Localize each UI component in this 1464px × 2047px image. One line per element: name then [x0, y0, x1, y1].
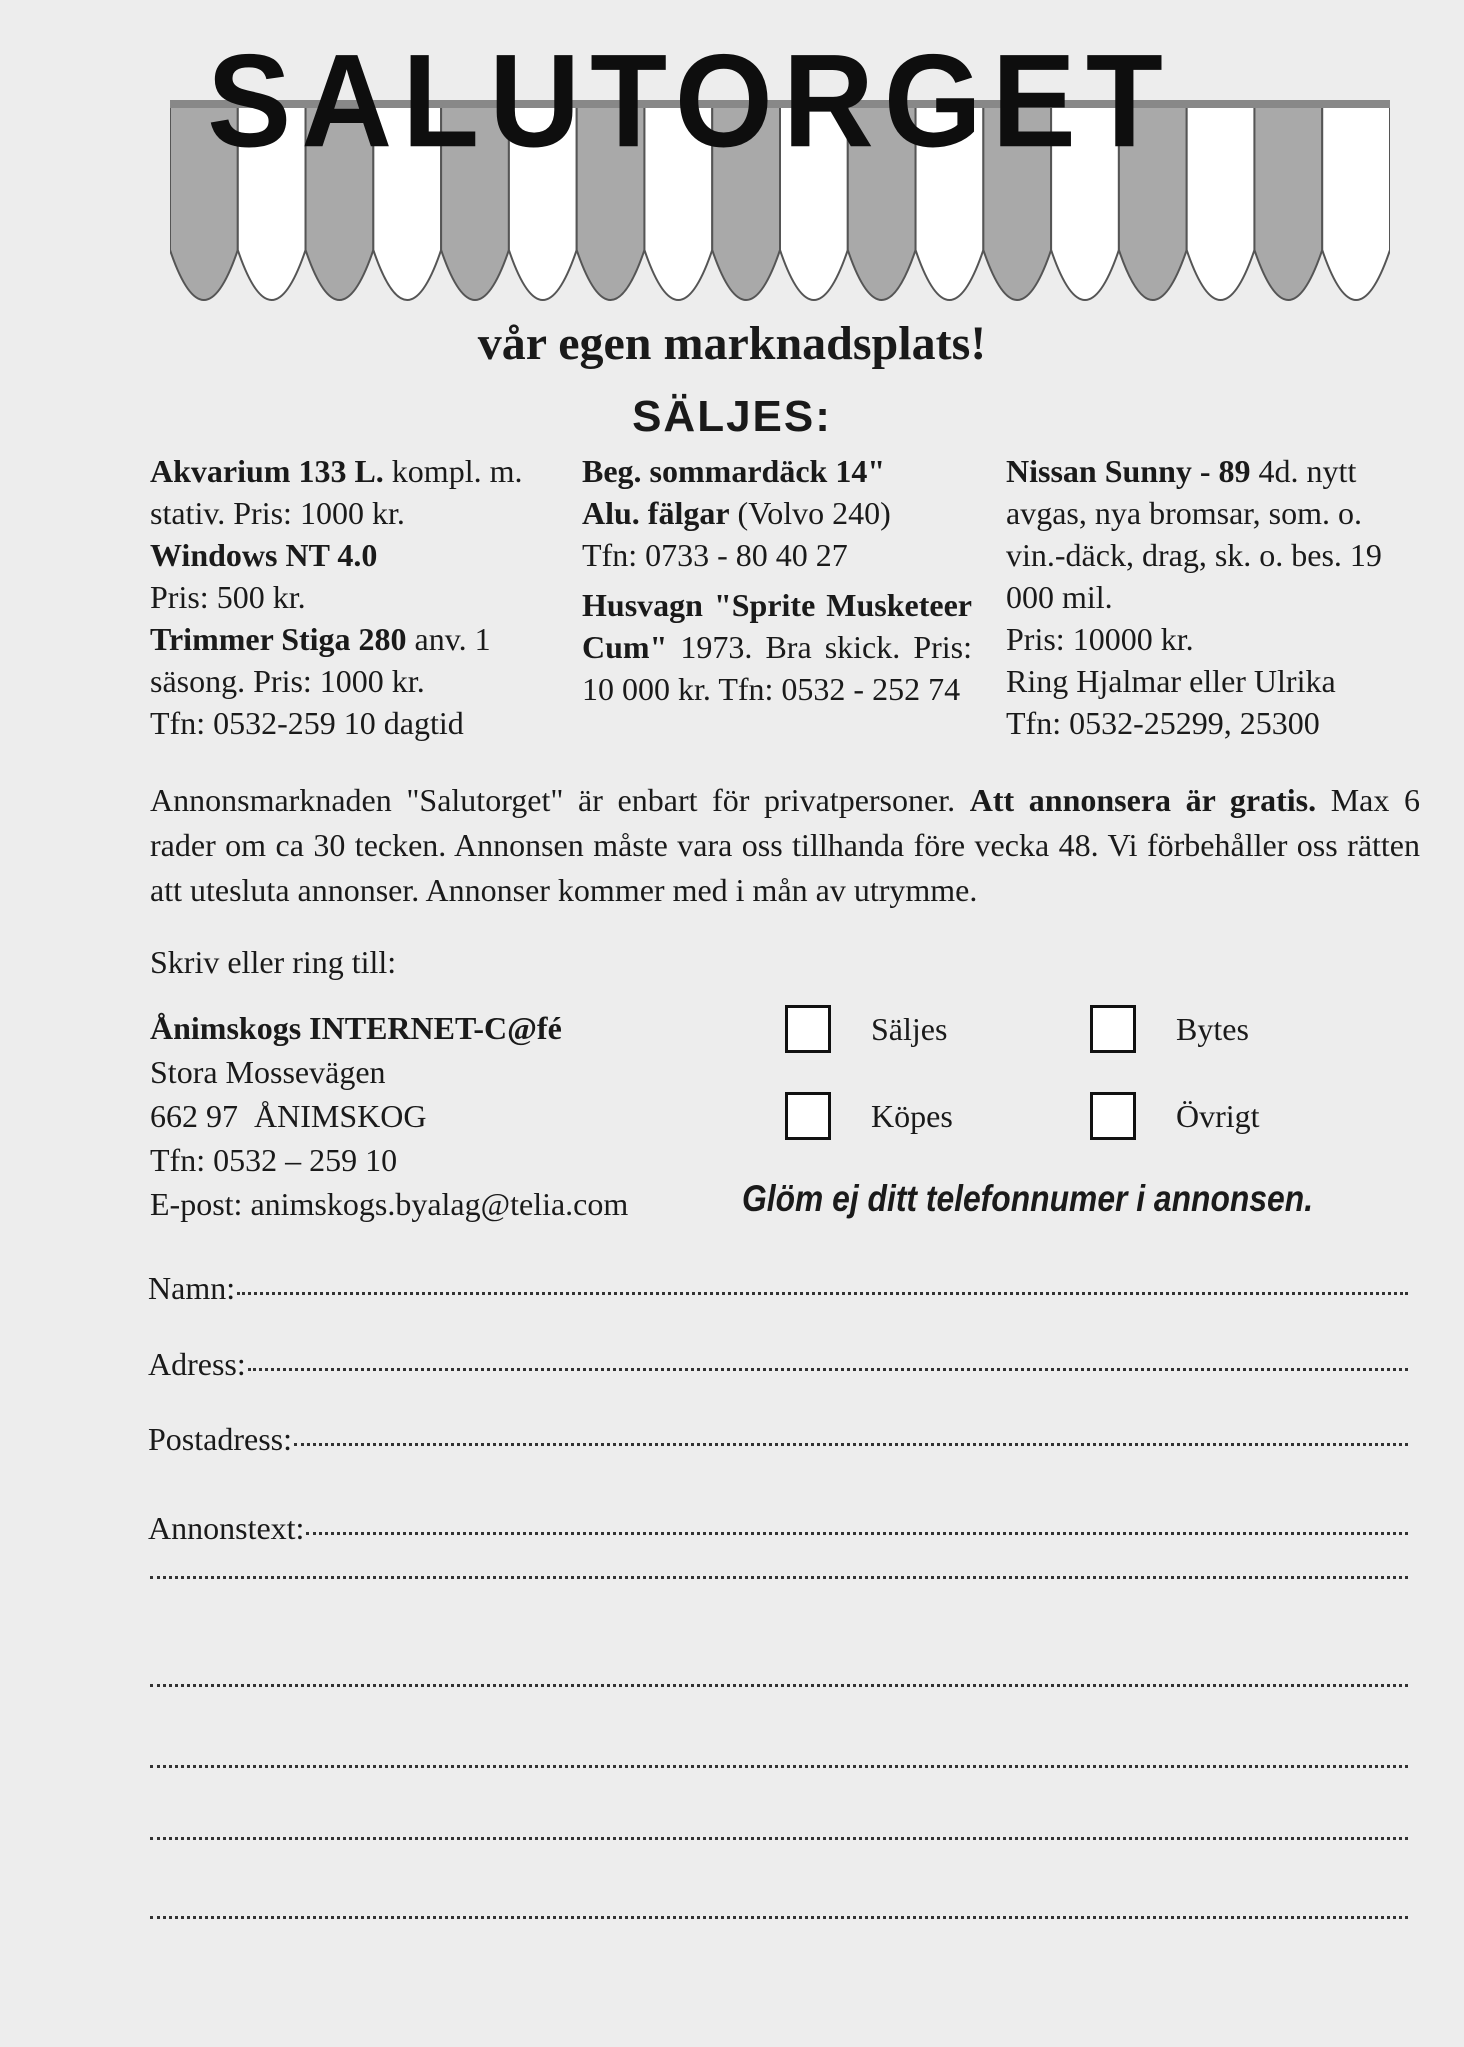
contact-name: Ånimskogs INTERNET-C@fé	[150, 1010, 562, 1046]
ads-column-1	[150, 450, 560, 744]
checkbox-label: Övrigt	[1176, 1097, 1260, 1134]
ad-text: 1973. Bra skick. Pris: 10 000 kr. Tfn: 0532 - 252 74	[582, 629, 972, 707]
field-label: Postadress:	[148, 1421, 292, 1457]
ad-text: 4d. nytt avgas, nya bromsar, som. o. vin.-däck, drag, sk. o. bes. 19 000 mil.	[1006, 453, 1382, 615]
ad-text: anv. 1 säsong. Pris: 1000 kr.	[150, 621, 491, 699]
ad-text: (Volvo 240)	[729, 495, 891, 531]
contact-label: Skriv eller ring till:	[150, 944, 397, 980]
ad-title: Trimmer Stiga 280	[150, 621, 407, 657]
field-line[interactable]	[237, 1292, 1408, 1295]
address-field[interactable]	[148, 1346, 1408, 1383]
field-label: Adress:	[148, 1346, 246, 1382]
page-title: SALUTORGET	[207, 25, 1173, 175]
ad-title: Husvagn "Sprite Musketeer Cum"	[582, 587, 972, 665]
ad-phone: Tfn: 0532-259 10 dagtid	[150, 705, 464, 741]
ad-title: Windows NT 4.0	[150, 537, 378, 573]
ad-akvarium	[150, 450, 560, 534]
ad-title: Nissan Sunny - 89	[1006, 453, 1251, 489]
checkbox-box[interactable]	[785, 1092, 831, 1140]
ad-text-line[interactable]	[150, 1916, 1408, 1919]
field-line[interactable]	[248, 1368, 1408, 1371]
page-subtitle: vår egen marknadsplats!	[477, 317, 987, 370]
ad-text-field[interactable]	[148, 1510, 1408, 1547]
contact-postal: 662 97 ÅNIMSKOG	[150, 1098, 427, 1134]
ads-column-3	[1006, 450, 1426, 744]
checkbox-ovrigt[interactable]	[1090, 1092, 1260, 1140]
ad-text-line[interactable]	[150, 1576, 1408, 1579]
ad-title: Alu. fälgar	[582, 495, 730, 531]
ad-title: Beg. sommardäck 14"	[582, 453, 886, 489]
field-label: Namn:	[148, 1270, 236, 1306]
checkbox-label: Säljes	[871, 1010, 948, 1047]
ad-nissan	[1006, 450, 1426, 744]
contact-street: Stora Mossevägen	[150, 1054, 386, 1090]
checkbox-box[interactable]	[1090, 1005, 1136, 1053]
ad-contact: Ring Hjalmar eller Ulrika	[1006, 663, 1336, 699]
ad-text-line[interactable]	[150, 1837, 1408, 1840]
notice-emphasis: Att annonsera är gratis.	[969, 782, 1317, 818]
ad-price: Pris: 10000 kr.	[1006, 621, 1194, 657]
field-label: Annonstext:	[148, 1510, 305, 1546]
section-heading: SÄLJES:	[632, 392, 832, 441]
ad-sommardack	[582, 450, 972, 576]
ad-trimmer	[150, 618, 560, 744]
name-field[interactable]	[148, 1270, 1408, 1307]
ad-text: Pris: 500 kr.	[150, 579, 306, 615]
ad-text-line[interactable]	[150, 1684, 1408, 1687]
contact-phone: Tfn: 0532 – 259 10	[150, 1142, 398, 1178]
ad-phone: Tfn: 0733 - 80 40 27	[582, 537, 848, 573]
ad-text: kompl. m. stativ. Pris: 1000 kr.	[150, 453, 523, 531]
field-line[interactable]	[306, 1532, 1408, 1535]
checkbox-box[interactable]	[785, 1005, 831, 1053]
ad-title: Akvarium 133 L.	[150, 453, 384, 489]
notice-paragraph	[150, 778, 1420, 913]
notice-text: Max 6 rader om ca 30 tecken. Annonsen måste vara oss tillhanda före vecka 48. Vi förbehåller oss rätten att utesluta annonser. Annonser kommer med i mån av utrymme.	[150, 782, 1420, 908]
checkbox-label: Bytes	[1176, 1010, 1249, 1047]
phone-reminder: Glöm ej ditt telefonnumer i annonsen.	[742, 1178, 1314, 1219]
checkbox-box[interactable]	[1090, 1092, 1136, 1140]
contact-email: E-post: animskogs.byalag@telia.com	[150, 1186, 629, 1222]
field-line[interactable]	[294, 1443, 1408, 1446]
contact-address	[150, 1006, 628, 1226]
ads-column-2	[582, 450, 972, 710]
ad-phone: Tfn: 0532-25299, 25300	[1006, 705, 1320, 741]
postal-address-field[interactable]	[148, 1421, 1408, 1458]
ad-windows	[150, 534, 560, 618]
checkbox-label: Köpes	[871, 1097, 953, 1134]
awning-stripe	[1322, 100, 1390, 300]
ad-text-line[interactable]	[150, 1765, 1408, 1768]
ad-husvagn	[582, 584, 972, 710]
checkbox-saljes[interactable]	[785, 1005, 947, 1053]
notice-text: Annonsmarknaden "Salutorget" är enbart för privatpersoner.	[150, 782, 970, 818]
checkbox-kopes[interactable]	[785, 1092, 953, 1140]
checkbox-bytes[interactable]	[1090, 1005, 1249, 1053]
